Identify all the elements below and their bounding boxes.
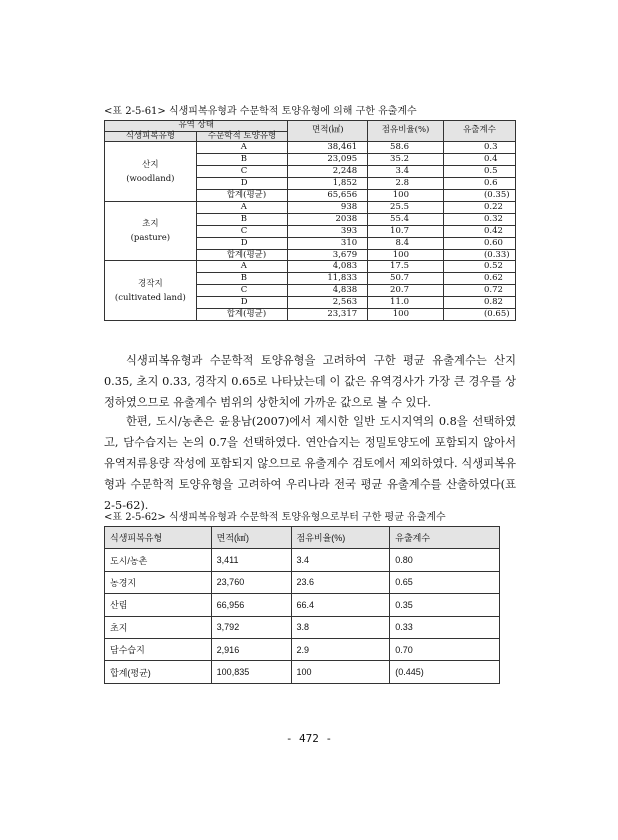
- table-row: [105, 594, 500, 616]
- table-row: [105, 571, 500, 593]
- landuse-name: 경작지: [138, 278, 163, 289]
- ratio-cell: 55.4: [368, 213, 444, 225]
- table1-header-area: 면적(㎢): [288, 121, 368, 142]
- landuse-name: 산지: [142, 159, 159, 170]
- area-cell: 23,095: [288, 154, 368, 166]
- table2-cell: 담수습지: [105, 638, 212, 660]
- table2-cell: 합계(평균): [105, 661, 212, 683]
- landuse-name-en: (cultivated land): [114, 292, 186, 303]
- landuse-cell: [105, 201, 197, 261]
- ratio-cell: 17.5: [368, 261, 444, 273]
- table2-cell: 23.6: [291, 571, 390, 593]
- coef-cell: 0.3: [443, 142, 515, 154]
- ratio-cell: 100: [368, 190, 444, 202]
- table1-header-row: [105, 121, 516, 132]
- table-row: [105, 201, 516, 213]
- ratio-cell: 20.7: [368, 285, 444, 297]
- soil-type-cell: D: [196, 297, 288, 309]
- table2-header-cell: 유출계수: [390, 527, 500, 549]
- ratio-cell: 58.6: [368, 142, 444, 154]
- table-row: [105, 261, 516, 273]
- table2-cell: 2,916: [211, 638, 291, 660]
- area-cell: 38,461: [288, 142, 368, 154]
- table2-cell: 66,956: [211, 594, 291, 616]
- soil-type-cell: A: [196, 142, 288, 154]
- area-cell: 938: [288, 201, 368, 213]
- table2-cell: 23,760: [211, 571, 291, 593]
- paragraph-2: [104, 411, 516, 516]
- soil-type-cell: B: [196, 154, 288, 166]
- coef-cell: 0.22: [443, 201, 515, 213]
- coef-cell: 0.4: [443, 154, 515, 166]
- area-cell: 11,833: [288, 273, 368, 285]
- soil-type-cell: B: [196, 273, 288, 285]
- table2-header-row: [105, 527, 500, 549]
- coef-cell: (0.35): [443, 190, 515, 202]
- coef-cell: (0.65): [443, 309, 515, 321]
- paragraph-1-text: 식생피복유형과 수문학적 토양유형을 고려하여 구한 평균 유출계수는 산지 0.35, 초지 0.33, 경작지 0.65로 나타났는데 이 값은 유역경사가 가장 큰 경우를 상정하였으므로 유출계수 범위의 상한치에 가까운 값으로 볼 수 있다.: [104, 354, 516, 409]
- paragraph-2-text: 한편, 도시/농촌은 윤용남(2007)에서 제시한 일반 도시지역의 0.8을 선택하였고, 담수습지는 논의 0.7을 선택하였다. 연안습지는 정밀토양도에 포함되지 않아서 유역저류용량 작성에 포함되지 않으므로 유출계수 검토에서 제외하였다. 식생피복유형과 수문학적 토양유형을 고려하여 우리나라 전국 평균 유출계수를 산출하였다(표 2-5-62).: [104, 415, 516, 512]
- coef-cell: 0.82: [443, 297, 515, 309]
- table2-cell: 3,792: [211, 616, 291, 638]
- table2-cell: 0.70: [390, 638, 500, 660]
- landuse-cell: [105, 261, 197, 321]
- ratio-cell: 35.2: [368, 154, 444, 166]
- table2-cell: (0.445): [390, 661, 500, 683]
- table1-caption: <표 2-5-61> 식생피복유형과 수문학적 토양유형에 의해 구한 유출계수: [104, 106, 417, 117]
- ratio-cell: 11.0: [368, 297, 444, 309]
- soil-type-cell: D: [196, 237, 288, 249]
- coef-cell: 0.6: [443, 178, 515, 190]
- table2-cell: 3,411: [211, 549, 291, 571]
- coef-cell: 0.60: [443, 237, 515, 249]
- ratio-cell: 25.5: [368, 201, 444, 213]
- area-cell: 393: [288, 225, 368, 237]
- table2-cell: 도시/농촌: [105, 549, 212, 571]
- coef-cell: 0.42: [443, 225, 515, 237]
- runoff-coefficient-table: [104, 120, 516, 321]
- landuse-name-en: (pasture): [130, 233, 171, 244]
- table2-cell: 농경지: [105, 571, 212, 593]
- average-runoff-table: [104, 526, 500, 684]
- soil-type-cell: D: [196, 178, 288, 190]
- table2-cell: 100: [291, 661, 390, 683]
- ratio-cell: 100: [368, 309, 444, 321]
- soil-type-cell: 합계(평균): [196, 309, 288, 321]
- coef-cell: (0.33): [443, 249, 515, 261]
- table-row: [105, 661, 500, 683]
- soil-type-cell: C: [196, 285, 288, 297]
- area-cell: 65,656: [288, 190, 368, 202]
- ratio-cell: 50.7: [368, 273, 444, 285]
- soil-type-cell: B: [196, 213, 288, 225]
- page-number: - 472 -: [285, 732, 333, 745]
- table2-cell: 0.33: [390, 616, 500, 638]
- table1-header-coef: 유출계수: [443, 121, 515, 142]
- coef-cell: 0.62: [443, 273, 515, 285]
- soil-type-cell: A: [196, 201, 288, 213]
- area-cell: 2038: [288, 213, 368, 225]
- soil-type-cell: A: [196, 261, 288, 273]
- table2-cell: 2.9: [291, 638, 390, 660]
- table2-cell: 0.65: [390, 571, 500, 593]
- table2-cell: 66.4: [291, 594, 390, 616]
- area-cell: 2,248: [288, 166, 368, 178]
- landuse-cell: [105, 142, 197, 202]
- coef-cell: 0.72: [443, 285, 515, 297]
- table-row: [105, 638, 500, 660]
- paragraph-1: [104, 350, 516, 413]
- area-cell: 1,852: [288, 178, 368, 190]
- landuse-name: 초지: [142, 219, 159, 230]
- ratio-cell: 2.8: [368, 178, 444, 190]
- table1-header-soil: 수문학적 토양유형: [196, 131, 288, 142]
- table1-header-landuse: 식생피복유형: [105, 131, 197, 142]
- soil-type-cell: 합계(평균): [196, 190, 288, 202]
- table2-header-cell: 점유비율(%): [291, 527, 390, 549]
- table2-header-cell: 식생피복유형: [105, 527, 212, 549]
- soil-type-cell: 합계(평균): [196, 249, 288, 261]
- table2-caption: <표 2-5-62> 식생피복유형과 수문학적 토양유형으로부터 구한 평균 유출계수: [104, 512, 446, 523]
- table2-header-cell: 면적(㎢): [211, 527, 291, 549]
- area-cell: 310: [288, 237, 368, 249]
- coef-cell: 0.5: [443, 166, 515, 178]
- table2-cell: 초지: [105, 616, 212, 638]
- ratio-cell: 100: [368, 249, 444, 261]
- ratio-cell: 3.4: [368, 166, 444, 178]
- table1-header-ratio: 점유비율(%): [368, 121, 444, 142]
- table2-cell: 산림: [105, 594, 212, 616]
- table2-cell: 3.8: [291, 616, 390, 638]
- coef-cell: 0.52: [443, 261, 515, 273]
- area-cell: 3,679: [288, 249, 368, 261]
- soil-type-cell: C: [196, 225, 288, 237]
- area-cell: 4,083: [288, 261, 368, 273]
- coef-cell: 0.32: [443, 213, 515, 225]
- table2-cell: 0.80: [390, 549, 500, 571]
- table-row: [105, 616, 500, 638]
- table2-cell: 100,835: [211, 661, 291, 683]
- table2-cell: 0.35: [390, 594, 500, 616]
- table-row: [105, 142, 516, 154]
- soil-type-cell: C: [196, 166, 288, 178]
- area-cell: 2,563: [288, 297, 368, 309]
- ratio-cell: 10.7: [368, 225, 444, 237]
- area-cell: 23,317: [288, 309, 368, 321]
- area-cell: 4,838: [288, 285, 368, 297]
- table-row: [105, 549, 500, 571]
- table1-header-group: 유역 상태: [105, 121, 288, 132]
- landuse-name-en: (woodland): [126, 173, 175, 184]
- table2-cell: 3.4: [291, 549, 390, 571]
- ratio-cell: 8.4: [368, 237, 444, 249]
